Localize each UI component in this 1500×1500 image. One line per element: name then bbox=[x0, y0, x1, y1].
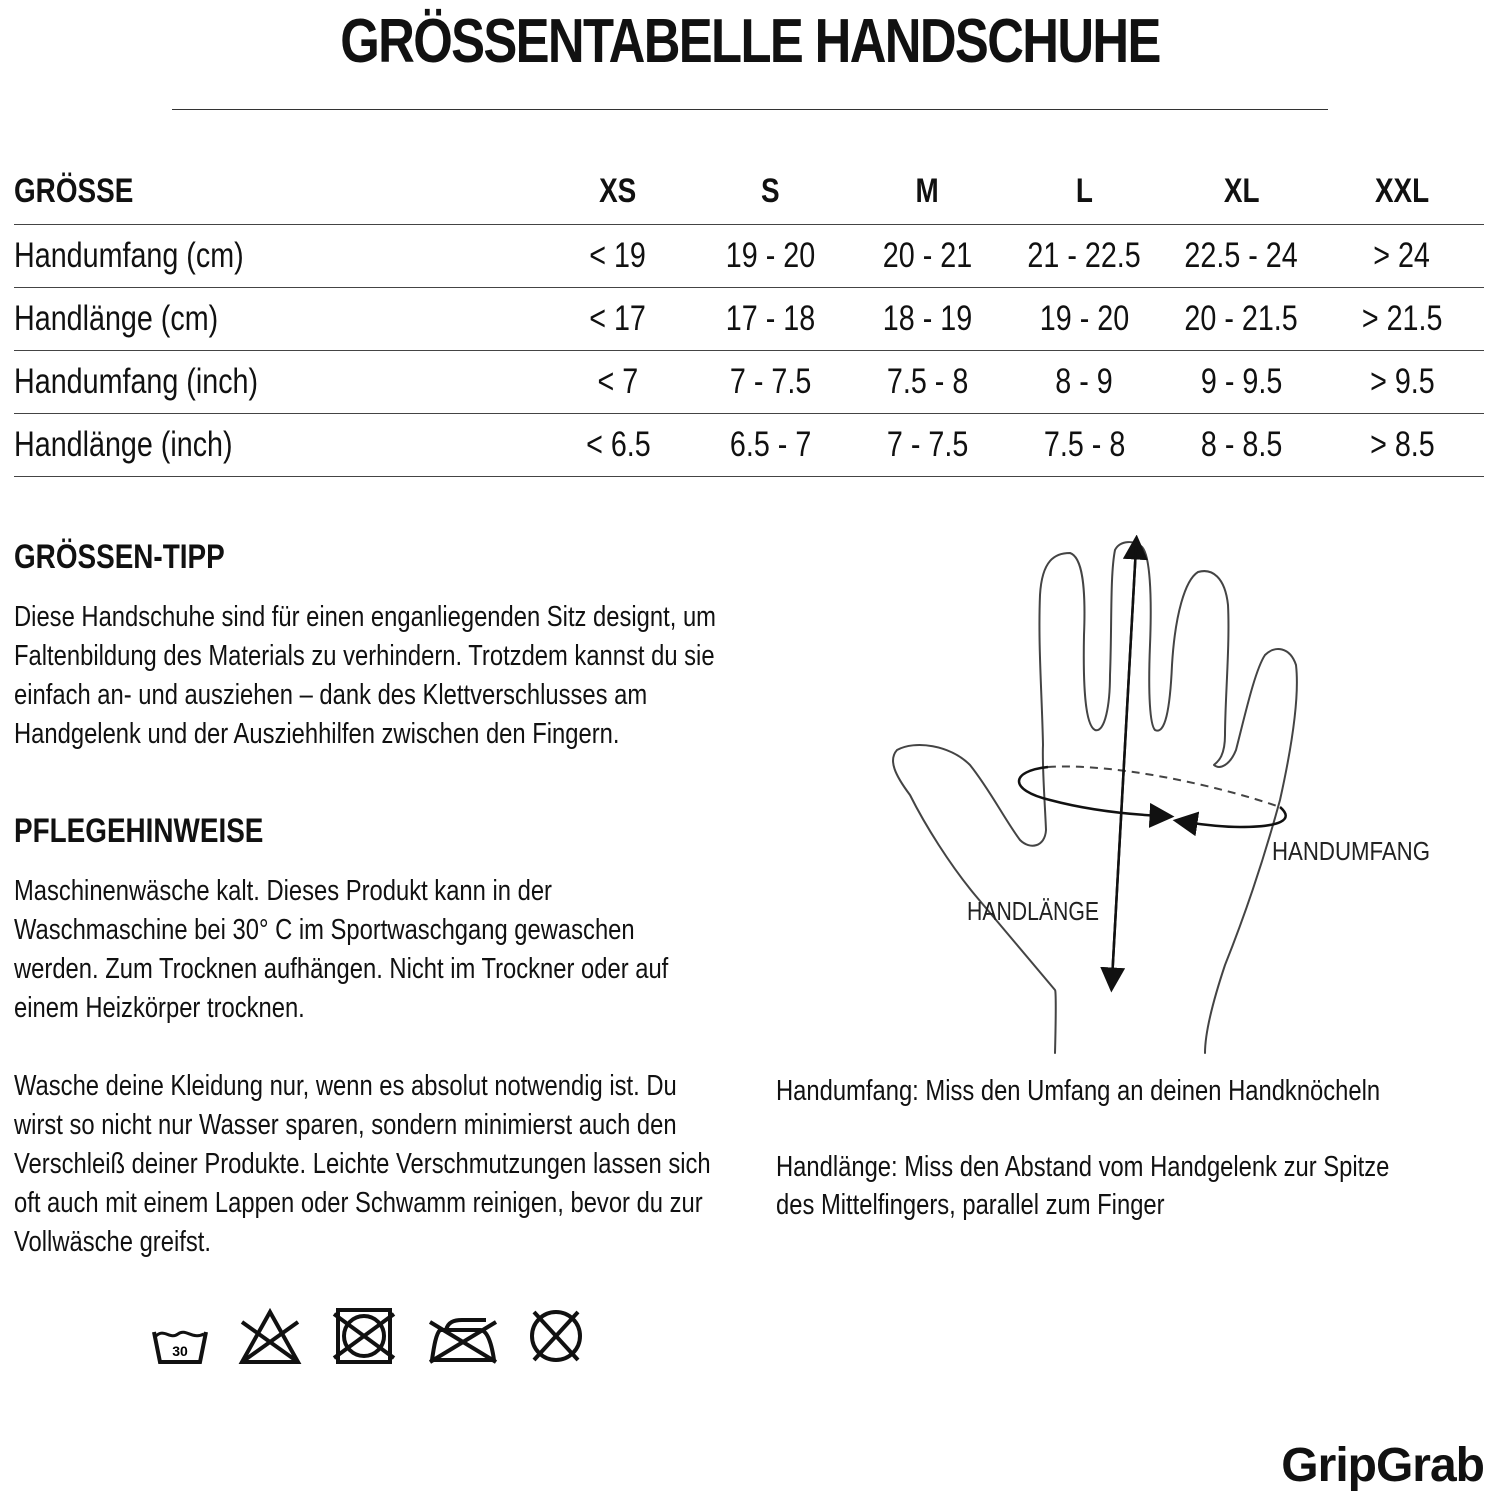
table-cell: 21 - 22.5 bbox=[1006, 225, 1163, 288]
table-cell: 7 - 7.5 bbox=[692, 351, 849, 414]
table-cell: < 6.5 bbox=[544, 414, 692, 477]
no-dry-clean-icon bbox=[526, 1300, 586, 1370]
care-text-1: Maschinenwäsche kalt. Dieses Produkt kann in der Waschmaschine bei 30° C im Sportwaschgang gewaschen werden. Zum Trocknen aufhängen. Nicht im Trockner oder auf einem Heizkörper trocknen. bbox=[14, 875, 669, 1024]
table-row bbox=[14, 414, 1484, 477]
table-header-row bbox=[14, 158, 1484, 225]
no-bleach-icon bbox=[238, 1300, 302, 1370]
row-label: Handlänge (cm) bbox=[14, 288, 544, 351]
table-cell: 19 - 20 bbox=[692, 225, 849, 288]
row-label: Handlänge (inch) bbox=[14, 414, 544, 477]
row-label: Handumfang (inch) bbox=[14, 351, 544, 414]
table-cell: < 19 bbox=[544, 225, 692, 288]
table-cell: 9 - 9.5 bbox=[1163, 351, 1320, 414]
table-cell: > 21.5 bbox=[1320, 288, 1484, 351]
table-cell: 20 - 21 bbox=[849, 225, 1006, 288]
tip-text: Diese Handschuhe sind für einen enganliegenden Sitz designt, um Faltenbildung des Materials zu verhindern. Trotzdem kannst du sie einfach an- und ausziehen – dank des Klettverschlusses am Handgelenk und der Ausziehhilfen zwischen den Fingern. bbox=[14, 601, 716, 750]
table-cell: > 8.5 bbox=[1320, 414, 1484, 477]
table-cell: 18 - 19 bbox=[849, 288, 1006, 351]
table-cell: < 17 bbox=[544, 288, 692, 351]
hand-diagram bbox=[880, 535, 1460, 1080]
no-tumble-dry-icon bbox=[332, 1300, 396, 1370]
table-cell: 19 - 20 bbox=[1006, 288, 1163, 351]
table-cell: 20 - 21.5 bbox=[1163, 288, 1320, 351]
no-iron-icon bbox=[426, 1300, 500, 1370]
svg-text:30: 30 bbox=[172, 1343, 188, 1359]
header-l: L bbox=[1075, 171, 1094, 210]
header-s: S bbox=[761, 171, 780, 210]
header-xxl: XXL bbox=[1374, 171, 1430, 210]
tip-heading: GRÖSSEN-TIPP bbox=[14, 538, 225, 576]
wash-30-icon bbox=[150, 1300, 210, 1370]
header-m: M bbox=[915, 171, 940, 210]
table-row bbox=[14, 225, 1484, 288]
page-title: GRÖSSENTABELLE HANDSCHUHE bbox=[340, 7, 1160, 76]
handumfang-label: HANDUMFANG bbox=[1272, 836, 1430, 866]
care-heading: PFLEGEHINWEISE bbox=[14, 812, 264, 850]
header-size: GRÖSSE bbox=[14, 171, 134, 210]
header-xs: XS bbox=[599, 171, 637, 210]
table-cell: 17 - 18 bbox=[692, 288, 849, 351]
table-cell: 7.5 - 8 bbox=[849, 351, 1006, 414]
brand-logo: GripGrab bbox=[1281, 1439, 1484, 1492]
length-note: Handlänge: Miss den Abstand vom Handgelenk zur Spitze des Mittelfingers, parallel zum Finger bbox=[776, 1151, 1390, 1221]
table-cell: > 24 bbox=[1320, 225, 1484, 288]
table-row bbox=[14, 351, 1484, 414]
table-cell: 7 - 7.5 bbox=[849, 414, 1006, 477]
table-cell: 8 - 8.5 bbox=[1163, 414, 1320, 477]
table-row bbox=[14, 288, 1484, 351]
title-divider bbox=[172, 109, 1328, 110]
size-table bbox=[14, 158, 1484, 477]
care-text-2: Wasche deine Kleidung nur, wenn es absolut notwendig ist. Du wirst so nicht nur Wasser sparen, sondern minimierst auch den Verschleiß deiner Produkte. Leichte Verschmutzungen lassen sich oft auch mit einem Lappen oder Schwamm reinigen, bevor du zur Vollwäsche greifst. bbox=[14, 1070, 711, 1258]
row-label: Handumfang (cm) bbox=[14, 225, 544, 288]
table-cell: 22.5 - 24 bbox=[1163, 225, 1320, 288]
care-symbols bbox=[140, 1300, 600, 1380]
table-cell: 7.5 - 8 bbox=[1006, 414, 1163, 477]
table-cell: > 9.5 bbox=[1320, 351, 1484, 414]
table-cell: 8 - 9 bbox=[1006, 351, 1163, 414]
table-cell: 6.5 - 7 bbox=[692, 414, 849, 477]
table-cell: < 7 bbox=[544, 351, 692, 414]
circumference-note: Handumfang: Miss den Umfang an deinen Handknöcheln bbox=[776, 1075, 1381, 1107]
header-xl: XL bbox=[1223, 171, 1260, 210]
hand-outline-illustration bbox=[880, 535, 1460, 1075]
handlaenge-label: HANDLÄNGE bbox=[967, 896, 1099, 926]
